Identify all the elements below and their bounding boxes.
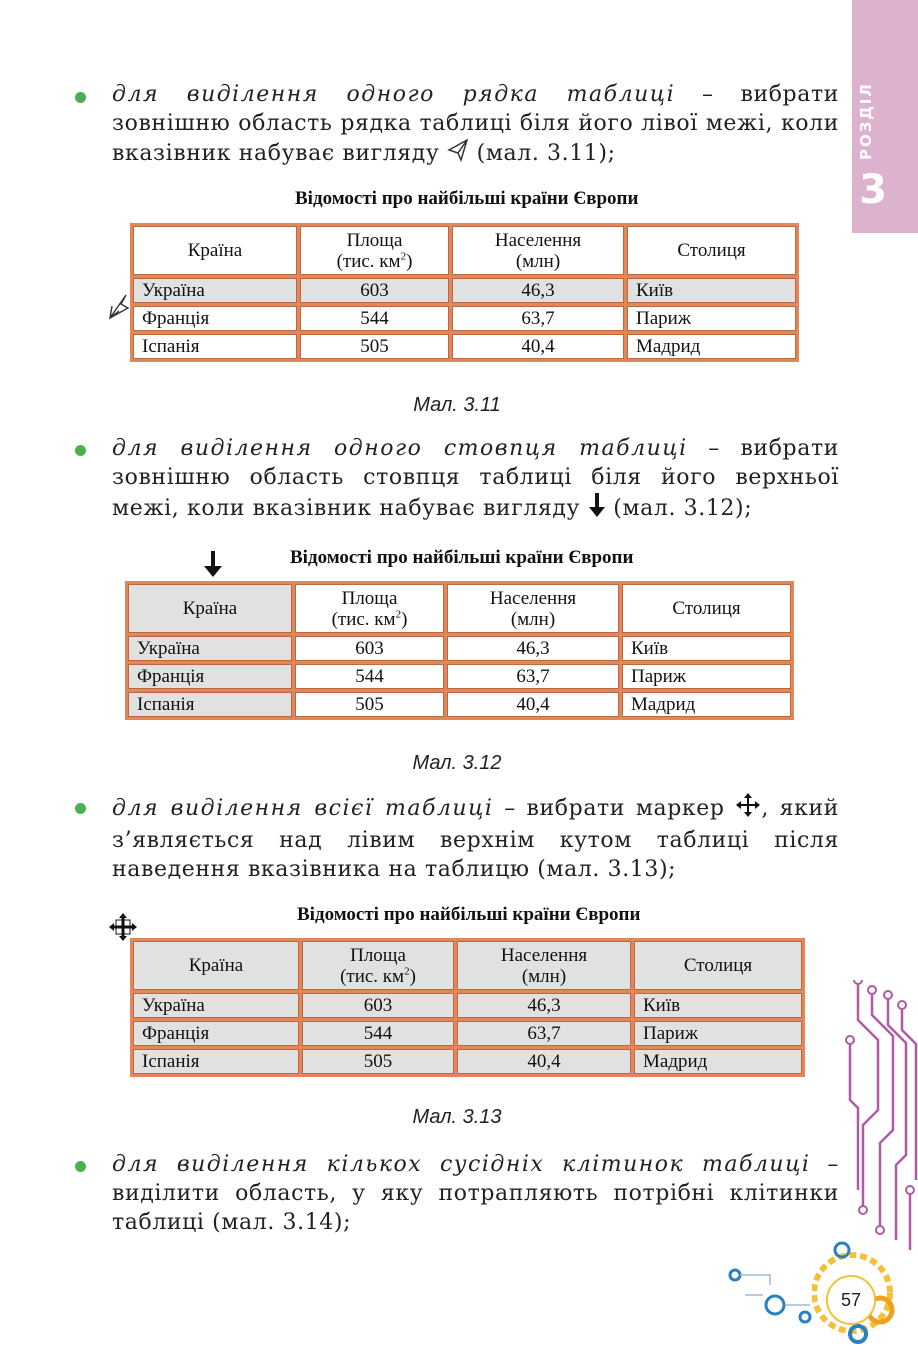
table-countries	[125, 581, 794, 720]
paragraph-2	[112, 434, 839, 526]
bullet	[75, 803, 86, 814]
paragraph-2-italic: для виділення одного стовпця таблиці	[112, 436, 688, 461]
figure-caption: Мал. 3.13	[412, 1106, 502, 1128]
paragraph-1-text-end: (мал. 3.11);	[469, 141, 616, 166]
paragraph-2-text-end: (мал. 3.12);	[605, 496, 753, 521]
table-row[interactable]: Франція 544 63,7 Париж	[128, 664, 791, 689]
table-countries	[130, 223, 799, 362]
table-row[interactable]: Іспанія 505 40,4 Мадрид	[133, 334, 796, 359]
header-country: Країна	[128, 584, 292, 633]
paragraph-3-italic: для виділення всієї таблиці	[112, 796, 494, 821]
header-country: Країна	[133, 226, 297, 275]
down-arrow-icon	[588, 492, 606, 526]
table-title: Відомості про найбільші країни Європи	[295, 188, 639, 209]
table-row[interactable]: Франція 544 63,7 Париж	[133, 1021, 802, 1046]
table-title: Відомості про найбільші країни Європи	[290, 547, 634, 568]
header-area: Площа (тис. $км^2$)	[295, 584, 444, 633]
page-number: 57	[826, 1275, 876, 1325]
paragraph-4	[112, 1150, 839, 1237]
table-title: Відомості про найбільші країни Європи	[297, 904, 641, 925]
header-capital: Столиця	[627, 226, 796, 275]
table-header-row	[133, 941, 802, 990]
section-tab-number: 3	[859, 167, 887, 213]
header-area: Площа (тис. $км^2$)	[300, 226, 449, 275]
header-population: Населення (млн)	[457, 941, 631, 990]
header-capital: Столиця	[622, 584, 791, 633]
paragraph-1-text: – вибрати зовнішню область рядка таблиці біля його лівої межі, коли вказівник набуває вигляду	[112, 82, 839, 166]
header-capital: Столиця	[634, 941, 802, 990]
header-area: Площа (тис. $км^2$)	[302, 941, 454, 990]
paragraph-3	[112, 792, 839, 884]
bullet	[75, 1161, 86, 1172]
table-row[interactable]: Іспанія 505 40,4 Мадрид	[128, 692, 791, 717]
header-population: Населення (млн)	[452, 226, 624, 275]
table-row[interactable]: Іспанія 505 40,4 Мадрид	[133, 1049, 802, 1074]
header-country: Країна	[133, 941, 299, 990]
bullet	[75, 445, 86, 456]
move-handle-icon	[735, 792, 761, 826]
arrow-pointer-icon	[447, 138, 469, 170]
figure-caption: Мал. 3.12	[412, 752, 502, 774]
header-population: Населення (млн)	[447, 584, 619, 633]
paragraph-4-italic: для виділення кількох сусідніх клітинок таблиці	[112, 1152, 811, 1177]
table-row[interactable]: Україна 603 46,3 Київ	[128, 636, 791, 661]
figure-caption: Мал. 3.11	[413, 394, 501, 416]
paragraph-1-italic: для виділення одного рядка таблиці	[112, 82, 676, 107]
section-tab-word: РОЗДІЛ	[857, 82, 875, 160]
arrow-pointer-icon	[106, 292, 130, 326]
paragraph-4-text: – виділити область, у яку потрапляють потрібні клітинки таблиці (мал. 3.14);	[112, 1152, 839, 1235]
down-arrow-icon	[203, 550, 223, 582]
table-row[interactable]: Україна 603 46,3 Київ	[133, 993, 802, 1018]
paragraph-2-text: – вибрати зовнішню область стовпця таблиці біля його верхньої межі, коли вказівник набуває вигляду	[112, 436, 839, 521]
paragraph-1	[112, 80, 839, 170]
paragraph-3-text-end: , який з’являється над лівим верхнім кутом таблиці після наведення вказівника на таблицю (мал. 3.13);	[112, 796, 840, 882]
table-header-row	[128, 584, 791, 633]
table-row[interactable]: Франція 544 63,7 Париж	[133, 306, 796, 331]
table-header-row	[133, 226, 796, 275]
table-countries	[130, 938, 805, 1077]
bullet	[75, 92, 86, 103]
paragraph-3-text: – вибрати маркер	[493, 796, 725, 821]
table-row[interactable]: Україна 603 46,3 Київ	[133, 278, 796, 303]
